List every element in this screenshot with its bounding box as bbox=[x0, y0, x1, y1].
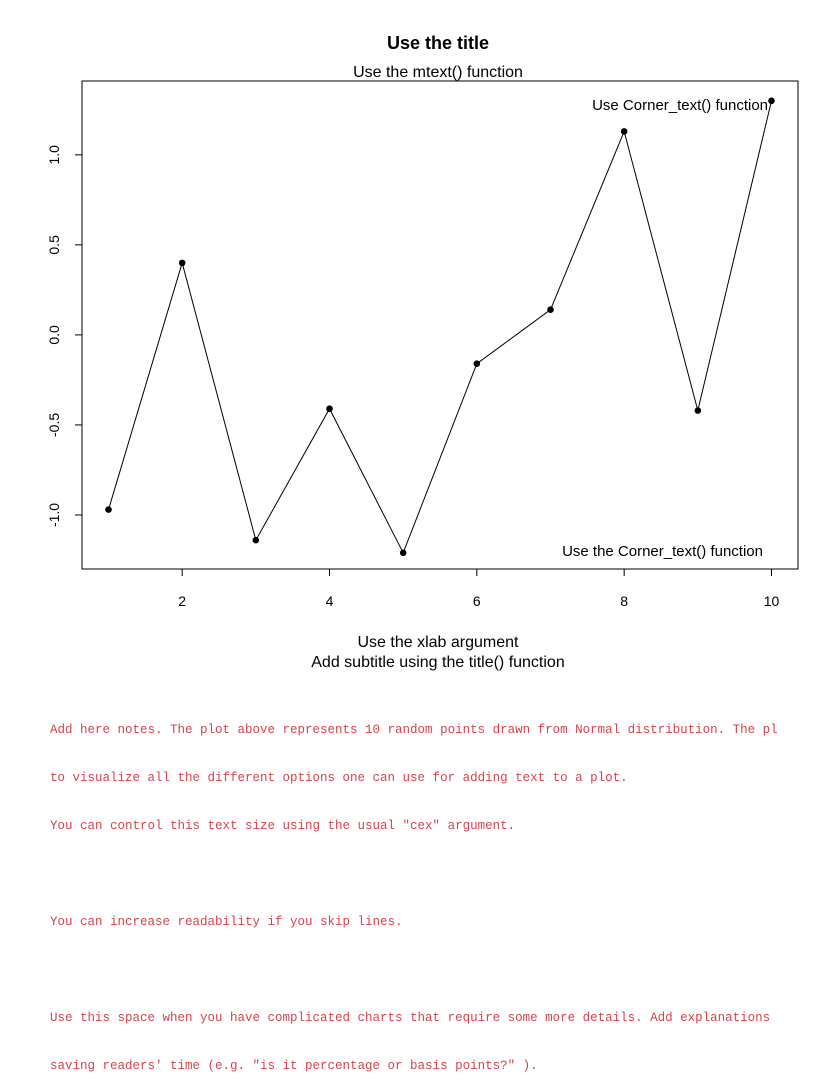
data-series bbox=[105, 98, 775, 557]
data-point bbox=[474, 360, 481, 367]
y-tick-label: 0.0 bbox=[46, 325, 62, 345]
note-line: Add here notes. The plot above represents 10 random points drawn from Normal distribution. The pl bbox=[50, 723, 778, 737]
corner-text-bottom-right: Use the Corner_text() function bbox=[562, 543, 763, 560]
x-axis-label: Use the xlab argument bbox=[357, 634, 519, 651]
chart-subtitle: Add subtitle using the title() function bbox=[311, 654, 565, 671]
series-line bbox=[109, 101, 772, 553]
y-tick-label: -1.0 bbox=[46, 502, 62, 528]
data-point bbox=[400, 549, 407, 556]
data-point bbox=[768, 98, 775, 105]
x-tick-label: 8 bbox=[620, 593, 629, 609]
y-tick-label: -0.5 bbox=[46, 412, 62, 438]
data-point bbox=[179, 260, 186, 267]
note-line: Use this space when you have complicated charts that require some more details. Add explanations bbox=[50, 1011, 771, 1025]
data-point bbox=[253, 537, 260, 544]
chart-mtext: Use the mtext() function bbox=[353, 64, 523, 81]
data-point bbox=[326, 405, 333, 412]
x-tick-label: 10 bbox=[763, 593, 780, 609]
plot-frame bbox=[82, 81, 798, 569]
x-axis bbox=[178, 569, 779, 609]
y-tick-label: 0.5 bbox=[46, 235, 62, 255]
x-tick-label: 4 bbox=[325, 593, 334, 609]
x-tick-label: 6 bbox=[472, 593, 481, 609]
x-tick-label: 2 bbox=[178, 593, 187, 609]
note-line bbox=[50, 866, 840, 882]
notes-block bbox=[50, 690, 840, 1090]
y-axis bbox=[46, 145, 82, 527]
note-line: You can control this text size using the usual "cex" argument. bbox=[50, 819, 516, 833]
note-line: You can increase readability if you skip lines. bbox=[50, 915, 403, 929]
y-tick-label: 1.0 bbox=[46, 145, 62, 165]
note-line: saving readers' time (e.g. "is it percentage or basis points?" ). bbox=[50, 1059, 538, 1073]
data-point bbox=[105, 506, 112, 513]
data-point bbox=[547, 306, 554, 313]
data-point bbox=[695, 407, 702, 414]
data-point bbox=[621, 128, 628, 135]
corner-text-top-right: Use Corner_text() function bbox=[592, 97, 768, 114]
note-line bbox=[50, 962, 840, 978]
chart-title: Use the title bbox=[386, 33, 490, 53]
note-line: to visualize all the different options one can use for adding text to a plot. bbox=[50, 771, 628, 785]
